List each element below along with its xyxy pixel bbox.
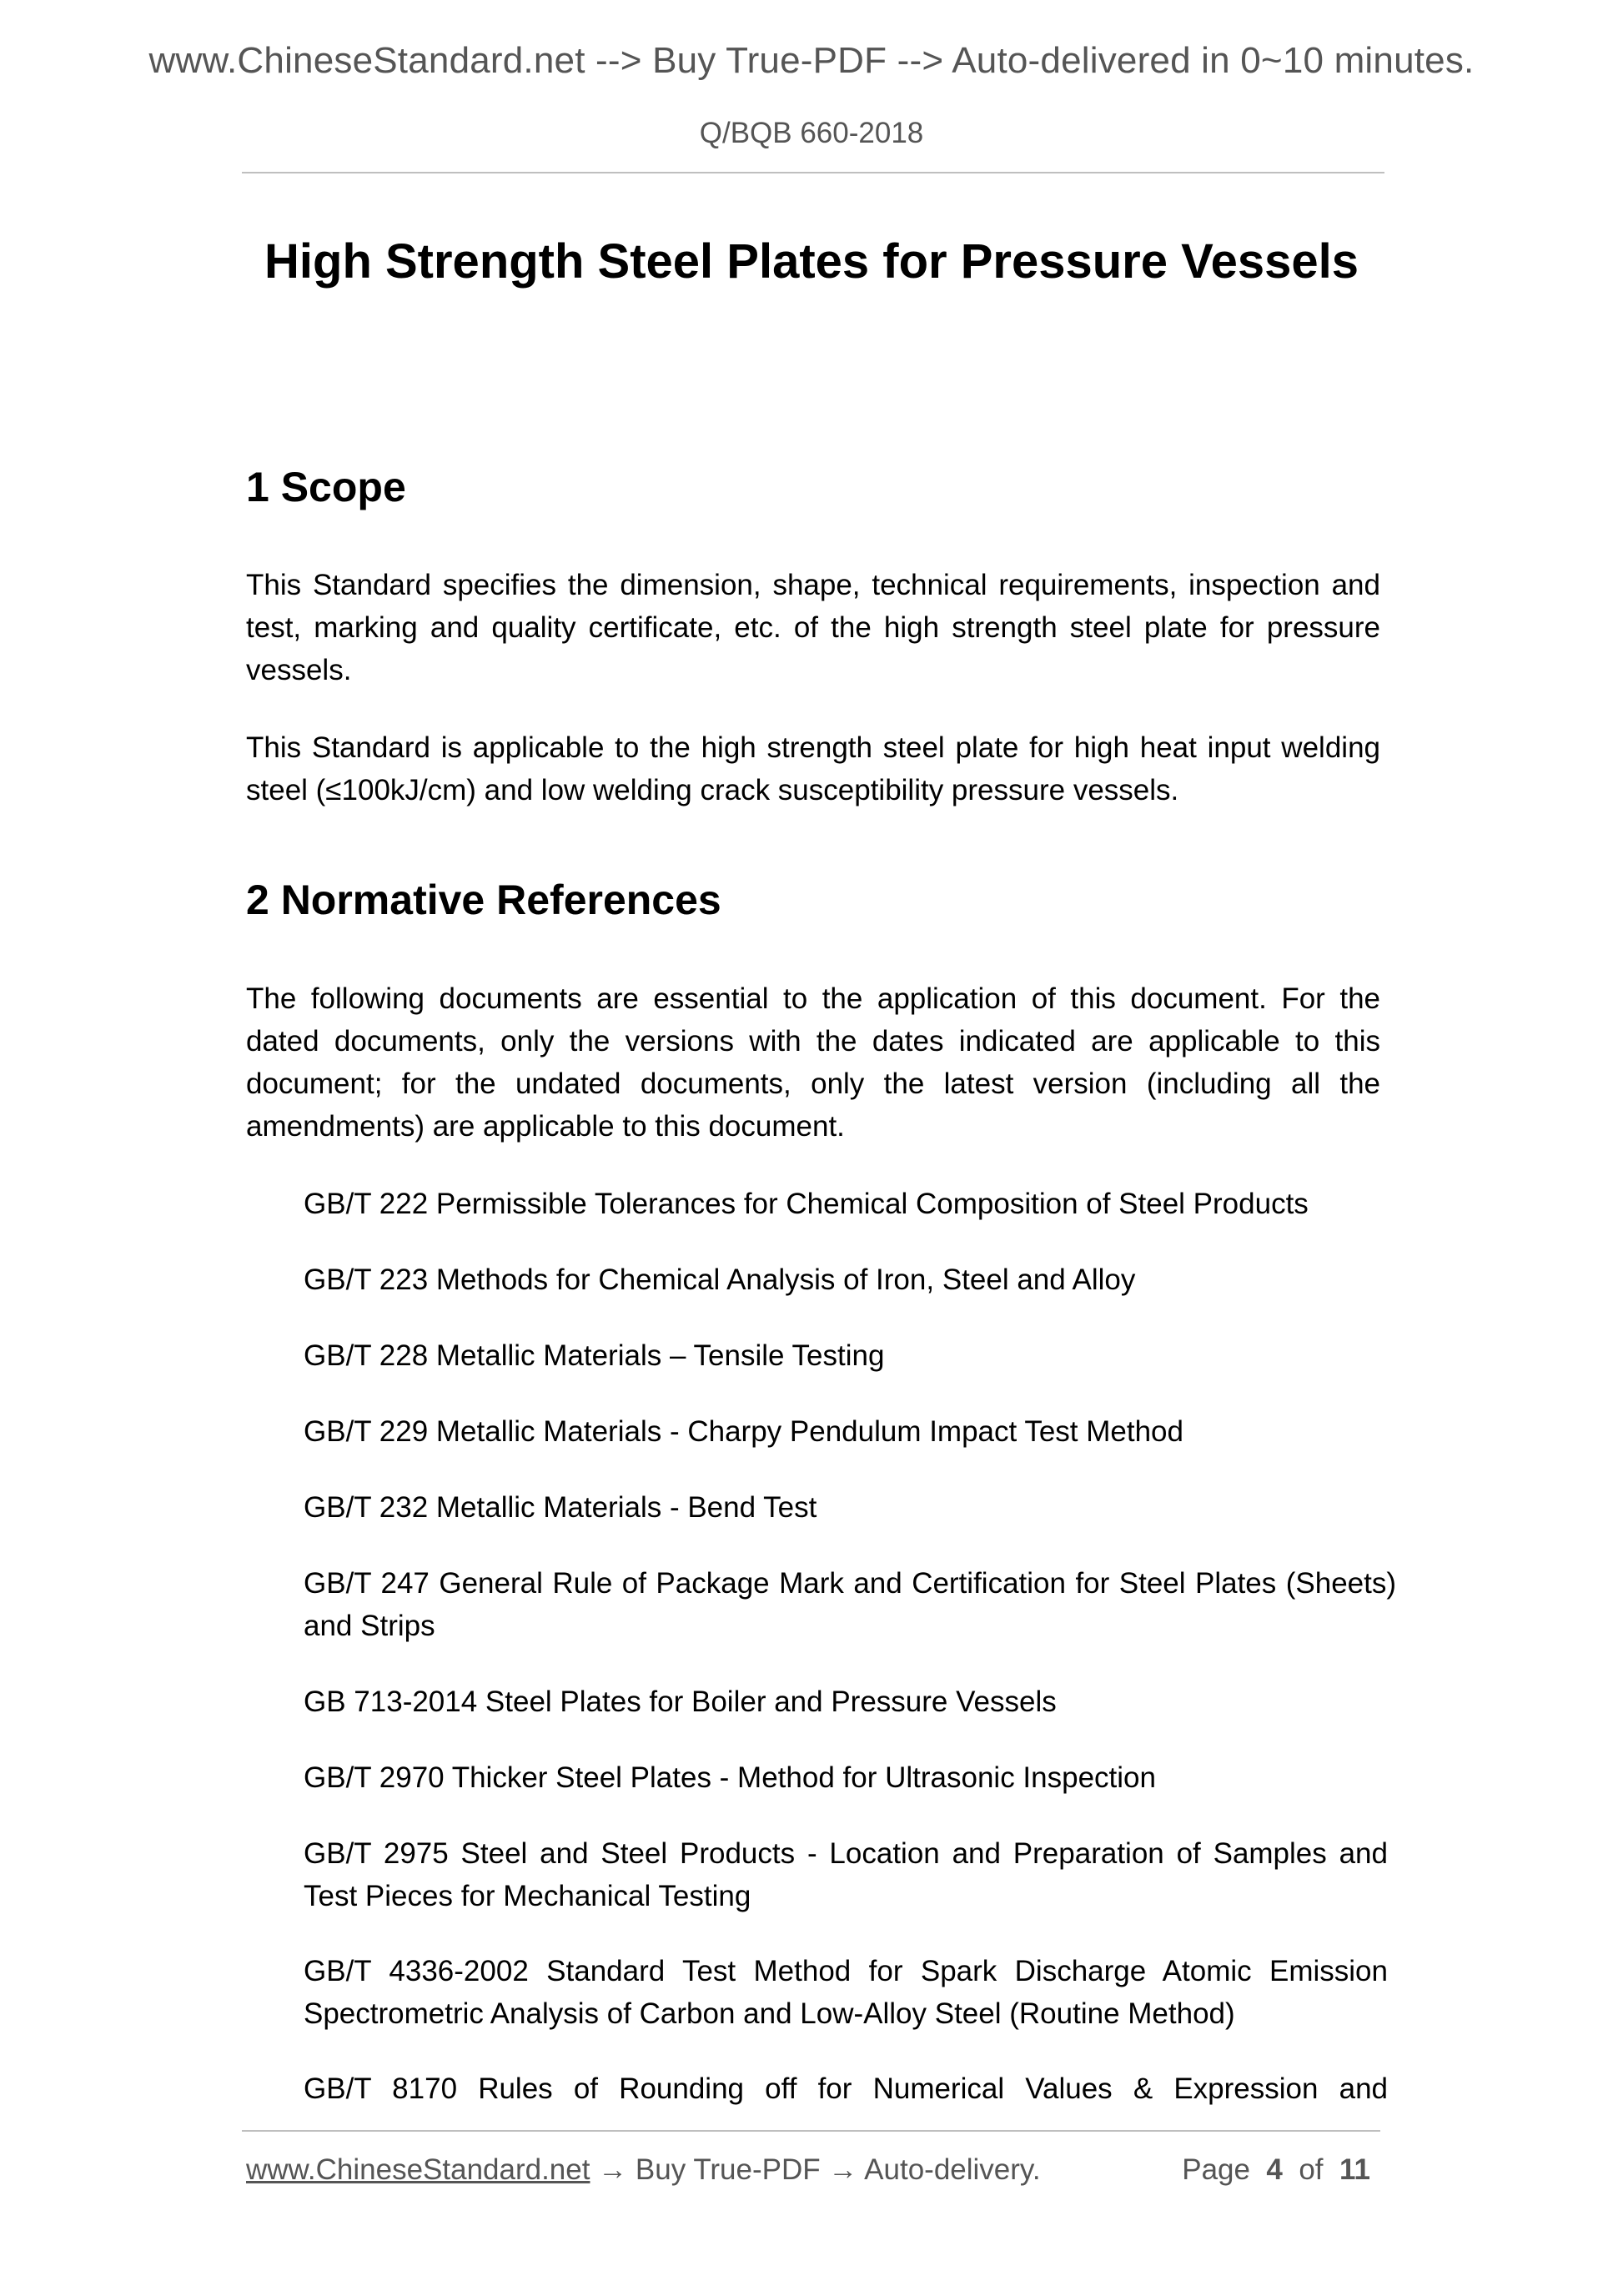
current-page-number: 4 — [1266, 2153, 1283, 2186]
reference-item: GB/T 223 Methods for Chemical Analysis of Iron, Steel and Alloy — [304, 1264, 1136, 1296]
reference-item: GB/T 228 Metallic Materials – Tensile Testing — [304, 1339, 885, 1372]
reference-item: GB/T 2975 Steel and Steel Products - Location and Preparation of Samples and Test Pieces for Mechanical Testing — [304, 1837, 1388, 1912]
document-title: High Strength Steel Plates for Pressure Vessels — [264, 234, 1359, 289]
footer-promo — [246, 2153, 1041, 2187]
references-intro-paragraph: The following documents are essential to the application of this document. For the dated documents, only the versions with the dates indicated are applicable to this document; for the undated documents, only the latest version (including all the amendments) are applicable to this document. — [246, 982, 1380, 1143]
site-banner: www.ChineseStandard.net --> Buy True-PDF --> Auto-delivered in 0~10 minutes. — [148, 40, 1475, 81]
scope-paragraph-1: This Standard specifies the dimension, shape, technical requirements, inspection and test, marking and quality certificate, etc. of the high strength steel plate for pressure vessels. — [246, 569, 1380, 686]
footer-promo-text: → Buy True-PDF → Auto-delivery. — [590, 2153, 1041, 2186]
reference-item: GB/T 247 General Rule of Package Mark and Certification for Steel Plates (Sheets) and Strips — [304, 1567, 1396, 1642]
scope-paragraph-2: This Standard is applicable to the high strength steel plate for high heat input welding steel (≤100kJ/cm) and low welding crack susceptibility pressure vessels. — [246, 731, 1380, 806]
reference-item: GB/T 2970 Thicker Steel Plates - Method for Ultrasonic Inspection — [304, 1761, 1156, 1794]
section-heading-normative-references: 2 Normative References — [246, 877, 721, 923]
reference-item: GB 713-2014 Steel Plates for Boiler and Pressure Vessels — [304, 1686, 1057, 1718]
reference-item: GB/T 229 Metallic Materials - Charpy Pendulum Impact Test Method — [304, 1415, 1183, 1448]
reference-item: GB/T 222 Permissible Tolerances for Chemical Composition of Steel Products — [304, 1188, 1309, 1220]
reference-item: GB/T 232 Metallic Materials - Bend Test — [304, 1491, 817, 1524]
footer-site-link[interactable]: www.ChineseStandard.net — [246, 2153, 590, 2186]
page-indicator — [1182, 2153, 1370, 2187]
page-of-label: of — [1299, 2153, 1324, 2186]
reference-item: GB/T 8170 Rules of Rounding off for Numerical Values & Expression and — [304, 2072, 1388, 2105]
header-divider — [242, 172, 1384, 173]
document-code: Q/BQB 660-2018 — [699, 117, 924, 149]
page-label: Page — [1182, 2153, 1250, 2186]
page-footer — [246, 2153, 1384, 2195]
reference-item: GB/T 4336-2002 Standard Test Method for Spark Discharge Atomic Emission Spectrometric Analysis of Carbon and Low-Alloy Steel (Routine Method) — [304, 1955, 1388, 2030]
section-heading-scope: 1 Scope — [246, 464, 406, 510]
footer-divider — [242, 2130, 1380, 2132]
total-page-number: 11 — [1339, 2153, 1370, 2186]
